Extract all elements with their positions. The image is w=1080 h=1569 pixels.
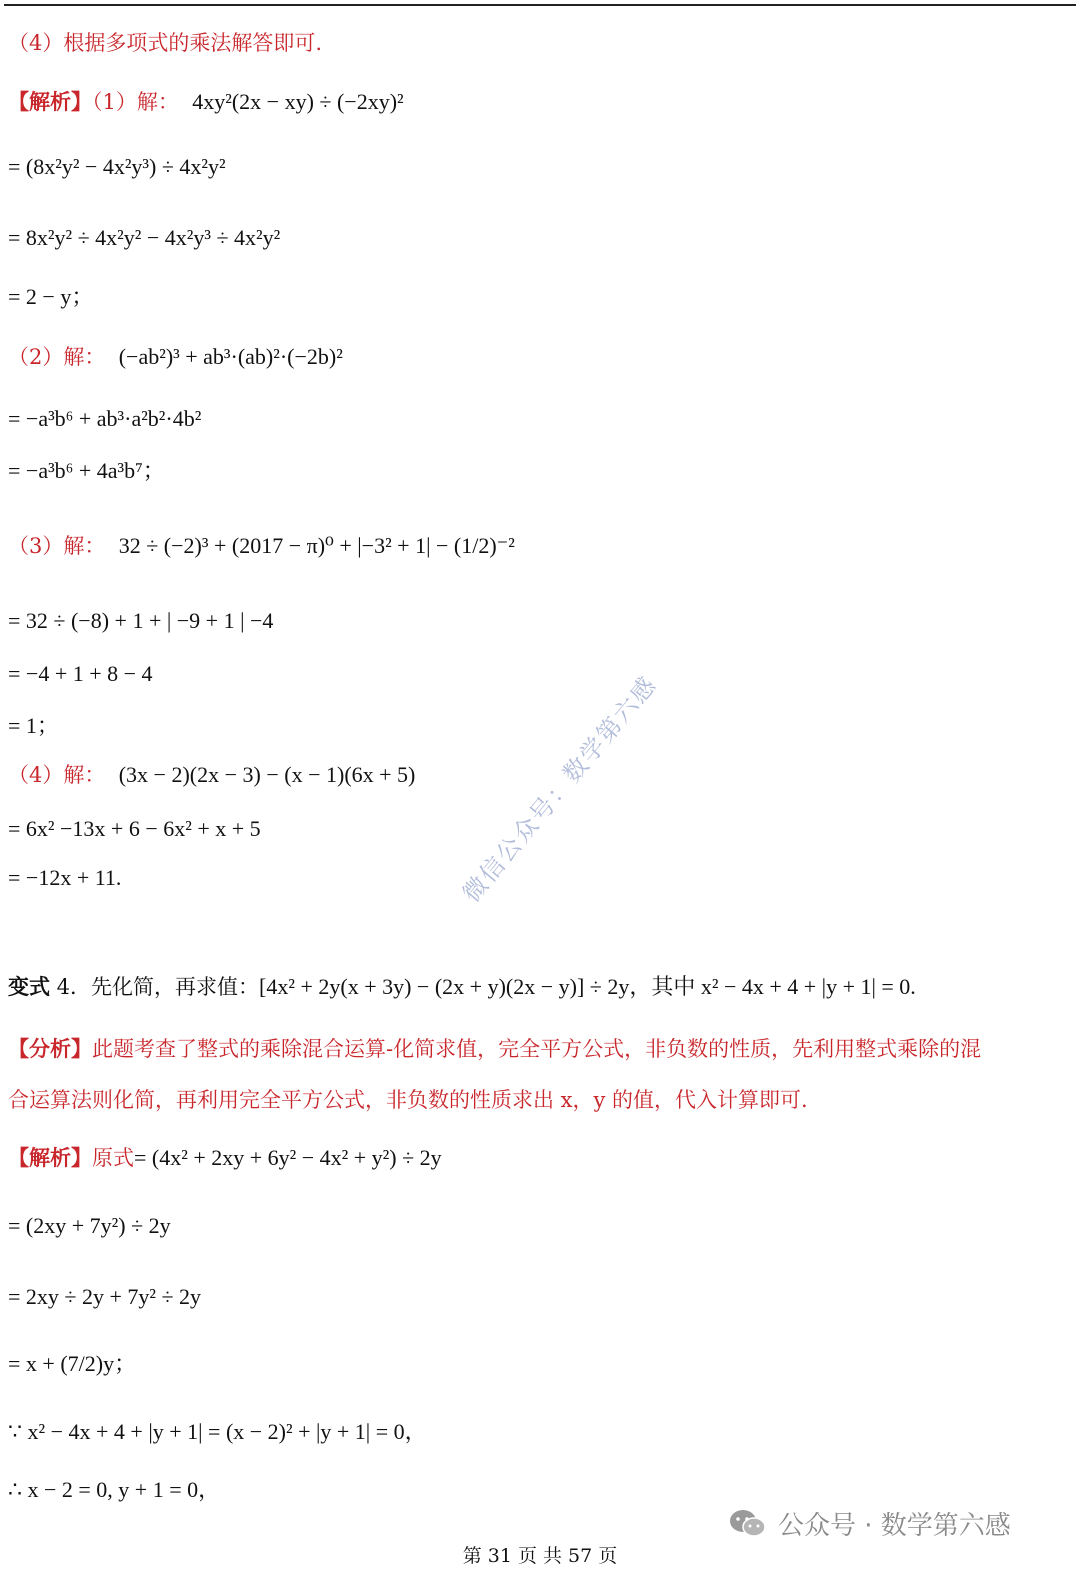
question-text: 4．先化简，再求值：: [50, 975, 260, 999]
math-line: = (2xy + 7y²) ÷ 2y: [8, 1213, 171, 1238]
prefix: （3）解：: [8, 534, 106, 558]
solution-2-line: [8, 342, 343, 372]
brand-badge: [728, 1505, 1011, 1542]
analysis-line: 【分析】此题考查了整式的乘除混合运算-化简求值，完全平方公式，非负数的性质，先利用整式乘除的混: [8, 1036, 982, 1061]
math-line: = 32 ÷ (−8) + 1 + | −9 + 1 | −4: [8, 608, 274, 633]
variant-4-question: [8, 972, 916, 1002]
math-line: = (8x²y² − 4x²y³) ÷ 4x²y²: [8, 154, 226, 179]
math-expression: [4x² + 2y(x + 3y) − (2x + y)(2x − y)] ÷ 2y，其中 x² − 4x + 4 + |y + 1| = 0.: [259, 974, 916, 999]
math-expression: 4xy²(2x − xy) ÷ (−2xy)²: [192, 89, 404, 114]
watermark: 微信公众号：数学第六感: [457, 670, 663, 908]
label-bianshi: 变式: [8, 974, 50, 999]
math-line: = −12x + 11.: [8, 865, 122, 890]
math-expression: (3x − 2)(2x − 3) − (x − 1)(6x + 5): [118, 762, 416, 787]
math-line: = 8x²y² ÷ 4x²y² − 4x²y³ ÷ 4x²y²: [8, 225, 281, 250]
math-expression: 32 ÷ (−2)³ + (2017 − π)⁰ + |−3² + 1| − (1/2)⁻²: [118, 533, 515, 558]
math-line: = 2 − y；: [8, 284, 94, 309]
label-jiexi: 【解析】: [8, 1145, 92, 1170]
math-line: = −a³b⁶ + ab³·a²b²·4b²: [8, 406, 202, 431]
page-footer: 第 31 页 共 57 页: [462, 1545, 618, 1567]
prefix: （4）解：: [8, 763, 106, 787]
label-jiexi: 【解析】: [8, 89, 92, 114]
math-line: = 1；: [8, 713, 59, 738]
math-expression: (−ab²)³ + ab³·(ab)²·(−2b)²: [118, 344, 343, 369]
solution-1-line: [8, 87, 404, 117]
prefix: 原式: [92, 1146, 134, 1170]
math-line: = 6x² −13x + 6 − 6x² + x + 5: [8, 816, 261, 841]
analysis-line: 合运算法则化简，再利用完全平方公式，非负数的性质求出 x，y 的值，代入计算即可.: [8, 1088, 808, 1112]
math-expression: = (4x² + 2xy + 6y² − 4x² + y²) ÷ 2y: [134, 1145, 442, 1170]
brand-text: 公众号 · 数学第六感: [778, 1511, 1011, 1541]
top-rule: [4, 4, 1076, 6]
solution-line: [8, 1143, 442, 1173]
text-line: （4）根据多项式的乘法解答即可.: [8, 31, 323, 55]
math-line: ∴ x − 2 = 0, y + 1 = 0，: [8, 1477, 221, 1502]
math-line: = −4 + 1 + 8 − 4: [8, 661, 153, 686]
solution-3-line: [8, 531, 515, 561]
math-line: ∵ x² − 4x + 4 + |y + 1| = (x − 2)² + |y + 1| = 0，: [8, 1419, 427, 1444]
label-fenxi: 【分析】: [8, 1036, 92, 1061]
prefix: （1）解：: [92, 90, 179, 114]
prefix: （2）解：: [8, 345, 106, 369]
solution-4-line: [8, 760, 415, 790]
wechat-icon: [728, 1508, 768, 1540]
math-line: = x + (7/2)y；: [8, 1351, 137, 1376]
math-line: = −a³b⁶ + 4a³b⁷；: [8, 458, 165, 483]
math-line: = 2xy ÷ 2y + 7y² ÷ 2y: [8, 1284, 202, 1309]
